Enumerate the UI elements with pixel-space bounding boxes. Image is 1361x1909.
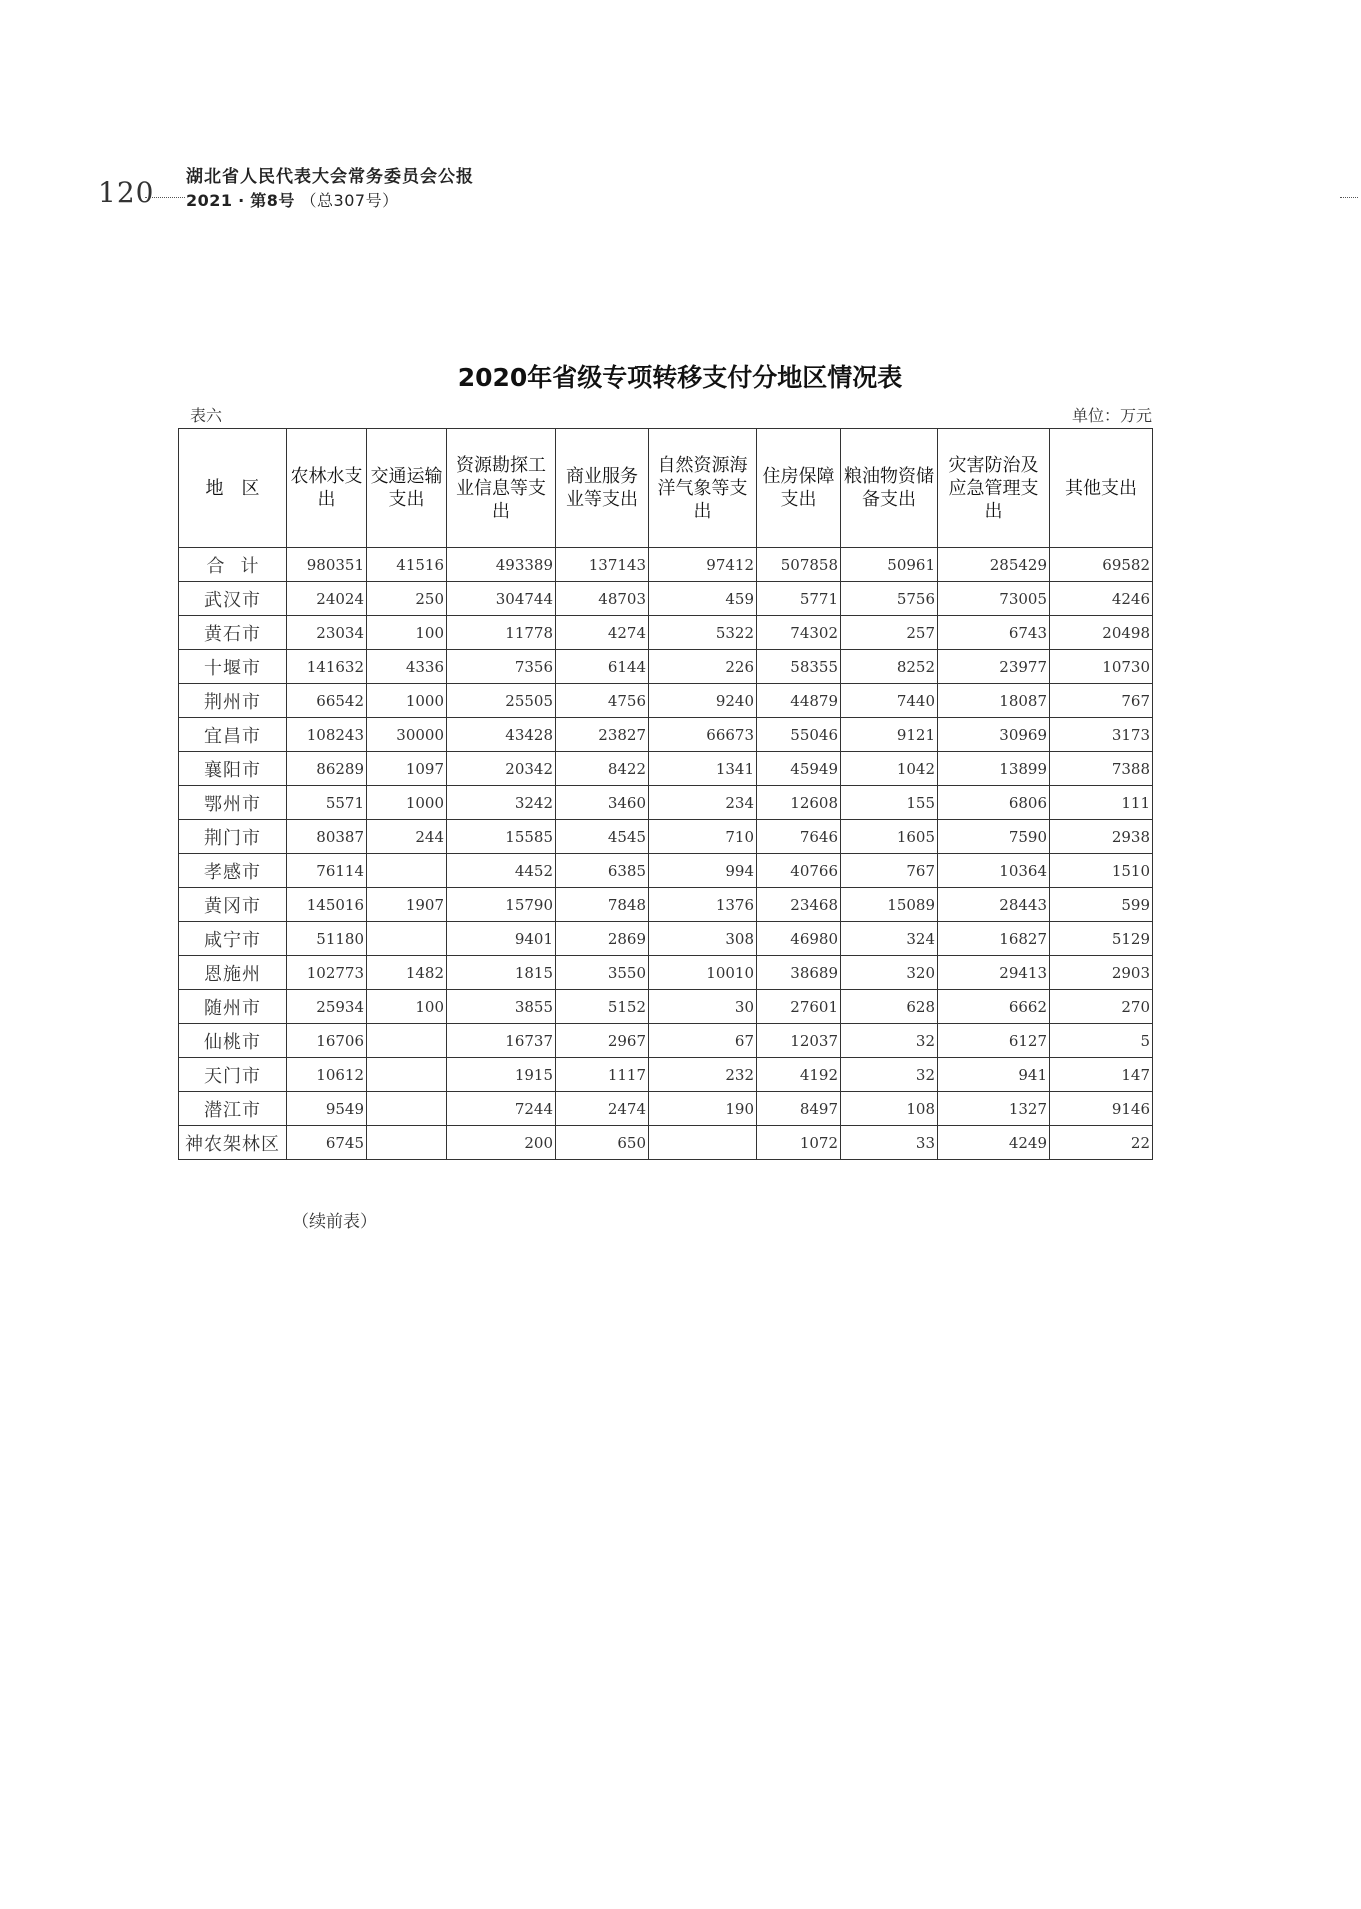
value-cell: 304744	[447, 582, 556, 616]
value-cell: 25934	[287, 990, 367, 1024]
value-cell: 5571	[287, 786, 367, 820]
value-cell: 16706	[287, 1024, 367, 1058]
value-cell: 980351	[287, 548, 367, 582]
value-cell: 46980	[757, 922, 841, 956]
table-row	[179, 820, 1153, 854]
value-cell: 102773	[287, 956, 367, 990]
value-cell: 6806	[938, 786, 1050, 820]
value-cell: 3242	[447, 786, 556, 820]
table-row	[179, 548, 1153, 582]
value-cell: 7356	[447, 650, 556, 684]
table-row	[179, 752, 1153, 786]
value-cell: 7848	[556, 888, 649, 922]
value-cell: 3550	[556, 956, 649, 990]
value-cell: 244	[367, 820, 447, 854]
value-cell: 1097	[367, 752, 447, 786]
value-cell: 32	[841, 1024, 938, 1058]
value-cell: 5	[1050, 1024, 1153, 1058]
region-cell: 宜昌市	[179, 718, 287, 752]
region-cell: 十堰市	[179, 650, 287, 684]
value-cell: 16827	[938, 922, 1050, 956]
value-cell: 30	[649, 990, 757, 1024]
value-cell: 1341	[649, 752, 757, 786]
value-cell	[367, 1126, 447, 1160]
value-cell: 23977	[938, 650, 1050, 684]
value-cell: 234	[649, 786, 757, 820]
value-cell: 10612	[287, 1058, 367, 1092]
value-cell: 285429	[938, 548, 1050, 582]
table-row	[179, 786, 1153, 820]
issue-line	[186, 188, 399, 211]
value-cell: 3855	[447, 990, 556, 1024]
value-cell: 3173	[1050, 718, 1153, 752]
value-cell: 20498	[1050, 616, 1153, 650]
table-body	[179, 548, 1153, 1160]
table-row	[179, 854, 1153, 888]
region-cell: 荆门市	[179, 820, 287, 854]
value-cell: 50961	[841, 548, 938, 582]
value-cell: 4249	[938, 1126, 1050, 1160]
value-cell: 1510	[1050, 854, 1153, 888]
value-cell: 324	[841, 922, 938, 956]
column-header: 商业服务业等支出	[556, 429, 649, 548]
value-cell: 20342	[447, 752, 556, 786]
header-dotted-rule	[145, 197, 185, 198]
value-cell: 8252	[841, 650, 938, 684]
value-cell: 4192	[757, 1058, 841, 1092]
value-cell	[649, 1126, 757, 1160]
value-cell: 97412	[649, 548, 757, 582]
value-cell: 1376	[649, 888, 757, 922]
value-cell: 1482	[367, 956, 447, 990]
table-row	[179, 616, 1153, 650]
value-cell: 9121	[841, 718, 938, 752]
value-cell: 155	[841, 786, 938, 820]
value-cell: 7244	[447, 1092, 556, 1126]
value-cell: 1000	[367, 684, 447, 718]
region-cell: 天门市	[179, 1058, 287, 1092]
value-cell: 1907	[367, 888, 447, 922]
table-unit: 单位：万元	[1071, 406, 1152, 425]
value-cell: 7646	[757, 820, 841, 854]
value-cell: 12608	[757, 786, 841, 820]
value-cell: 29413	[938, 956, 1050, 990]
value-cell: 2967	[556, 1024, 649, 1058]
region-cell: 荆州市	[179, 684, 287, 718]
value-cell: 55046	[757, 718, 841, 752]
value-cell: 628	[841, 990, 938, 1024]
value-cell: 308	[649, 922, 757, 956]
value-cell: 1915	[447, 1058, 556, 1092]
region-cell: 武汉市	[179, 582, 287, 616]
value-cell: 650	[556, 1126, 649, 1160]
value-cell: 67	[649, 1024, 757, 1058]
issue-separator: ·	[238, 191, 245, 210]
value-cell: 7388	[1050, 752, 1153, 786]
table-row	[179, 1024, 1153, 1058]
value-cell: 58355	[757, 650, 841, 684]
region-cell: 恩施州	[179, 956, 287, 990]
value-cell: 28443	[938, 888, 1050, 922]
value-cell: 100	[367, 616, 447, 650]
value-cell: 320	[841, 956, 938, 990]
table-row	[179, 1126, 1153, 1160]
journal-title: 湖北省人民代表大会常务委员会公报	[186, 167, 474, 187]
value-cell: 994	[649, 854, 757, 888]
value-cell: 5129	[1050, 922, 1153, 956]
table-title: 2020年省级专项转移支付分地区情况表	[457, 363, 903, 392]
value-cell: 190	[649, 1092, 757, 1126]
value-cell: 137143	[556, 548, 649, 582]
value-cell: 4452	[447, 854, 556, 888]
value-cell: 1117	[556, 1058, 649, 1092]
table-code: 表六	[190, 406, 223, 425]
region-cell: 孝感市	[179, 854, 287, 888]
value-cell: 2938	[1050, 820, 1153, 854]
value-cell: 6144	[556, 650, 649, 684]
value-cell: 4274	[556, 616, 649, 650]
value-cell: 767	[1050, 684, 1153, 718]
value-cell: 22	[1050, 1126, 1153, 1160]
value-cell: 1605	[841, 820, 938, 854]
value-cell: 7440	[841, 684, 938, 718]
value-cell: 767	[841, 854, 938, 888]
region-cell: 随州市	[179, 990, 287, 1024]
table-row	[179, 718, 1153, 752]
table-row	[179, 684, 1153, 718]
value-cell: 3460	[556, 786, 649, 820]
table-row	[179, 1058, 1153, 1092]
value-cell: 48703	[556, 582, 649, 616]
column-header: 交通运输支出	[367, 429, 447, 548]
table-row	[179, 990, 1153, 1024]
value-cell: 23034	[287, 616, 367, 650]
value-cell: 200	[447, 1126, 556, 1160]
value-cell: 12037	[757, 1024, 841, 1058]
value-cell: 145016	[287, 888, 367, 922]
value-cell: 4246	[1050, 582, 1153, 616]
value-cell: 10364	[938, 854, 1050, 888]
value-cell: 6385	[556, 854, 649, 888]
value-cell: 141632	[287, 650, 367, 684]
value-cell: 25505	[447, 684, 556, 718]
value-cell: 33	[841, 1126, 938, 1160]
region-cell: 襄阳市	[179, 752, 287, 786]
region-cell: 黄冈市	[179, 888, 287, 922]
value-cell: 23827	[556, 718, 649, 752]
value-cell: 10730	[1050, 650, 1153, 684]
value-cell: 8422	[556, 752, 649, 786]
region-cell: 潜江市	[179, 1092, 287, 1126]
value-cell: 5322	[649, 616, 757, 650]
value-cell: 8497	[757, 1092, 841, 1126]
value-cell: 15585	[447, 820, 556, 854]
value-cell: 1327	[938, 1092, 1050, 1126]
transfer-payment-table	[178, 428, 1153, 1160]
value-cell: 941	[938, 1058, 1050, 1092]
value-cell: 66542	[287, 684, 367, 718]
value-cell: 11778	[447, 616, 556, 650]
value-cell: 111	[1050, 786, 1153, 820]
value-cell: 493389	[447, 548, 556, 582]
value-cell: 1042	[841, 752, 938, 786]
value-cell: 40766	[757, 854, 841, 888]
value-cell: 18087	[938, 684, 1050, 718]
value-cell: 2869	[556, 922, 649, 956]
issue-total: （总307号）	[300, 191, 399, 210]
value-cell: 459	[649, 582, 757, 616]
value-cell: 599	[1050, 888, 1153, 922]
value-cell: 86289	[287, 752, 367, 786]
issue-year: 2021	[186, 191, 233, 210]
value-cell: 5152	[556, 990, 649, 1024]
column-header: 住房保障支出	[757, 429, 841, 548]
value-cell: 76114	[287, 854, 367, 888]
value-cell: 30000	[367, 718, 447, 752]
value-cell: 147	[1050, 1058, 1153, 1092]
column-header: 农林水支出	[287, 429, 367, 548]
value-cell: 43428	[447, 718, 556, 752]
value-cell: 108	[841, 1092, 938, 1126]
value-cell: 16737	[447, 1024, 556, 1058]
column-header: 资源勘探工业信息等支出	[447, 429, 556, 548]
value-cell: 226	[649, 650, 757, 684]
value-cell: 23468	[757, 888, 841, 922]
column-header: 灾害防治及应急管理支出	[938, 429, 1050, 548]
page-number: 120	[98, 176, 155, 209]
region-cell: 鄂州市	[179, 786, 287, 820]
value-cell: 6127	[938, 1024, 1050, 1058]
value-cell: 6743	[938, 616, 1050, 650]
value-cell: 5771	[757, 582, 841, 616]
value-cell	[367, 1024, 447, 1058]
value-cell: 1815	[447, 956, 556, 990]
table-row	[179, 922, 1153, 956]
value-cell: 69582	[1050, 548, 1153, 582]
value-cell: 9146	[1050, 1092, 1153, 1126]
region-cell: 黄石市	[179, 616, 287, 650]
value-cell: 13899	[938, 752, 1050, 786]
value-cell: 73005	[938, 582, 1050, 616]
value-cell	[367, 1058, 447, 1092]
value-cell: 2903	[1050, 956, 1153, 990]
value-cell: 80387	[287, 820, 367, 854]
value-cell: 10010	[649, 956, 757, 990]
value-cell	[367, 922, 447, 956]
table-row	[179, 888, 1153, 922]
value-cell: 2474	[556, 1092, 649, 1126]
value-cell: 4756	[556, 684, 649, 718]
value-cell: 15089	[841, 888, 938, 922]
value-cell: 66673	[649, 718, 757, 752]
value-cell: 51180	[287, 922, 367, 956]
column-header: 粮油物资储备支出	[841, 429, 938, 548]
column-header: 地 区	[179, 429, 287, 548]
value-cell: 1072	[757, 1126, 841, 1160]
value-cell: 74302	[757, 616, 841, 650]
value-cell: 4336	[367, 650, 447, 684]
value-cell: 38689	[757, 956, 841, 990]
value-cell: 9401	[447, 922, 556, 956]
value-cell: 507858	[757, 548, 841, 582]
value-cell: 9549	[287, 1092, 367, 1126]
table-header-row	[179, 429, 1153, 548]
column-header: 自然资源海洋气象等支出	[649, 429, 757, 548]
value-cell: 257	[841, 616, 938, 650]
continued-note: （续前表）	[292, 1212, 377, 1232]
value-cell: 108243	[287, 718, 367, 752]
value-cell: 270	[1050, 990, 1153, 1024]
table-row	[179, 650, 1153, 684]
value-cell: 250	[367, 582, 447, 616]
value-cell: 6745	[287, 1126, 367, 1160]
region-cell: 仙桃市	[179, 1024, 287, 1058]
value-cell: 44879	[757, 684, 841, 718]
value-cell: 4545	[556, 820, 649, 854]
value-cell: 6662	[938, 990, 1050, 1024]
value-cell: 5756	[841, 582, 938, 616]
value-cell: 15790	[447, 888, 556, 922]
table-row	[179, 1092, 1153, 1126]
value-cell: 41516	[367, 548, 447, 582]
value-cell: 710	[649, 820, 757, 854]
value-cell: 1000	[367, 786, 447, 820]
issue-number: 第8号	[250, 191, 295, 210]
value-cell: 32	[841, 1058, 938, 1092]
table-row	[179, 956, 1153, 990]
table-row	[179, 582, 1153, 616]
value-cell	[367, 854, 447, 888]
header-dotted-rule-right	[1340, 197, 1358, 198]
column-header: 其他支出	[1050, 429, 1153, 548]
value-cell: 24024	[287, 582, 367, 616]
region-cell: 神农架林区	[179, 1126, 287, 1160]
value-cell: 45949	[757, 752, 841, 786]
region-cell: 合计	[179, 548, 287, 582]
value-cell: 9240	[649, 684, 757, 718]
value-cell: 27601	[757, 990, 841, 1024]
value-cell: 30969	[938, 718, 1050, 752]
value-cell	[367, 1092, 447, 1126]
value-cell: 7590	[938, 820, 1050, 854]
value-cell: 232	[649, 1058, 757, 1092]
region-cell: 咸宁市	[179, 922, 287, 956]
value-cell: 100	[367, 990, 447, 1024]
